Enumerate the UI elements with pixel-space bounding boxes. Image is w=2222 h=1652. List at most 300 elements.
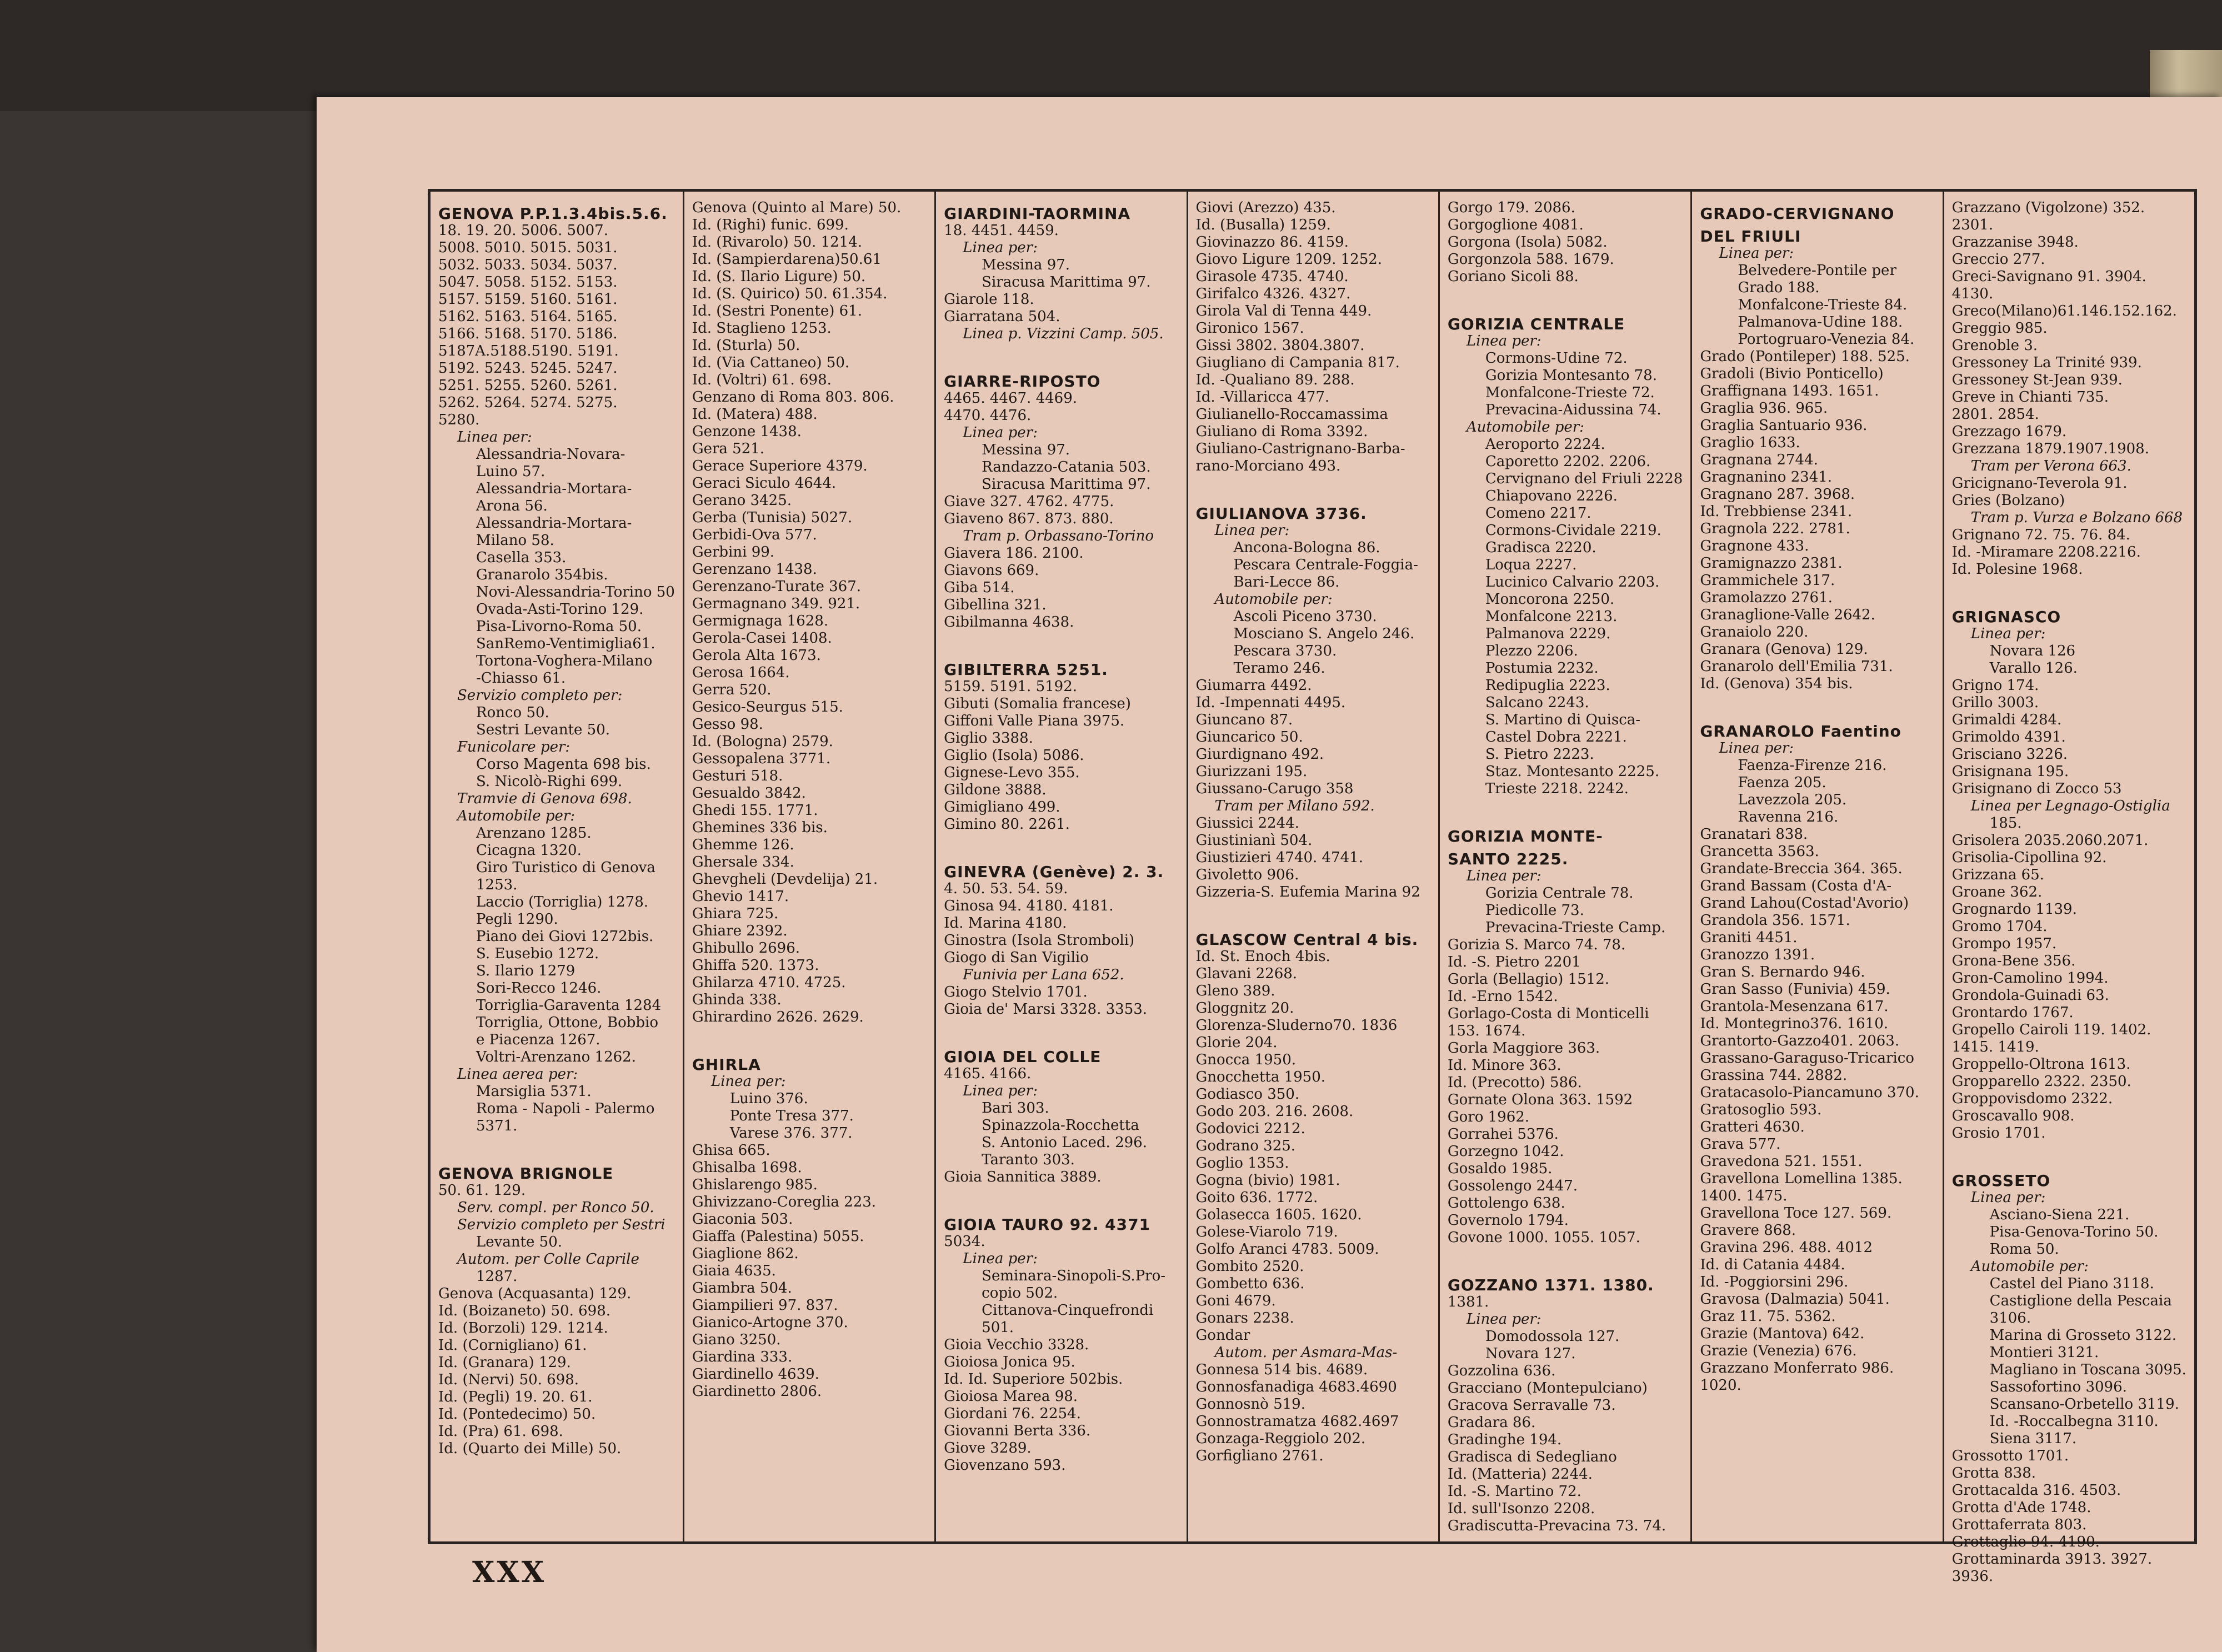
index-entry: Giumarra 4492. [1195,677,1312,694]
index-entry: Id. (Voltri) 61. 698. [692,372,832,388]
index-entry: Gleno 389. [1195,983,1275,999]
station-heading: GIOIA TAURO 92. 4371 [944,1215,1151,1234]
index-entry: Ghilarza 4710. 4725. [692,974,846,991]
index-entry: Gracciano (Montepulciano) [1447,1380,1648,1396]
index-entry: Gogna (bivio) 1981. [1195,1172,1340,1189]
index-entry: Pisa-Livorno-Roma 50. [476,618,642,635]
index-entry: Castel del Piano 3118. [1989,1275,2154,1292]
index-entry: Gonnesa 514 bis. 4689. [1195,1361,1368,1378]
index-entry: Gossolengo 2447. [1447,1178,1578,1194]
index-entry: Alessandria-Novara- [476,446,625,463]
index-entry: Genova (Acquasanta) 129. [438,1285,632,1302]
index-entry: Governolo 1794. [1447,1212,1569,1229]
index-entry: Spinazzola-Rocchetta [982,1117,1139,1134]
index-entry: Glorenza-Sluderno70. 1836 [1195,1017,1398,1034]
index-entry: Id. Montegrino376. 1610. [1700,1015,1889,1032]
index-entry: Grillo 3003. [1951,694,2039,711]
index-entry: Ronco 50. [476,704,549,721]
index-entry: Gratacasolo-Piancamuno 370. [1700,1084,1919,1101]
index-entry: Giaia 4635. [692,1263,776,1279]
index-entry: Linea per: [963,239,1038,256]
index-entry: Grimaldi 4284. [1951,712,2062,728]
index-entry: Giuncarico 50. [1195,729,1303,745]
index-entry: Gonnosfanadiga 4683.4690 [1195,1379,1397,1395]
index-entry: Gragnano 287. 3968. [1700,486,1855,503]
index-entry: Gnocchetta 1950. [1195,1069,1326,1085]
index-entry: S. Antonio Laced. 296. [982,1134,1147,1151]
index-entry: Gibilmanna 4638. [944,614,1074,630]
station-heading: DEL FRIULI [1700,227,1801,246]
index-entry: Geraci Siculo 4644. [692,475,837,492]
index-entry: Grognardo 1139. [1951,901,2077,918]
index-entry: e Piacenza 1267. [476,1032,600,1048]
section-gap [944,1018,1178,1043]
section-gap [1448,286,1683,310]
index-entry: Gildone 3888. [944,782,1047,798]
index-entry: Novara 126 [1989,643,2076,659]
index-entry: 2801. 2854. [1951,406,2039,423]
index-entry: Graz 11. 75. 5362. [1700,1308,1836,1325]
index-entry: Monfalcone-Trieste 84. [1738,297,1908,313]
index-entry: Granatari 838. [1700,826,1808,843]
index-entry: copio 502. [982,1285,1058,1301]
index-entry: 5162. 5163. 5164. 5165. [438,308,618,325]
index-entry: Graffignana 1493. 1651. [1700,383,1879,399]
index-entry: Faenza-Firenze 216. [1738,757,1887,774]
index-entry: Giardinetto 2806. [692,1383,822,1400]
index-entry: Genova (Quinto al Mare) 50. [692,199,902,216]
index-entry: 5157. 5159. 5160. 5161. [438,291,618,308]
index-entry: Giove 3289. [944,1440,1032,1456]
index-entry: Arona 56. [476,498,548,514]
index-entry: Gragnone 433. [1700,538,1809,554]
index-entry: Greci-Savignano 91. 3904. [1951,268,2146,285]
index-entry: Gorla Maggiore 363. [1447,1040,1600,1057]
index-entry: Grammichele 317. [1700,572,1835,589]
index-entry: Torriglia-Garaventa 1284 [476,997,662,1014]
index-entry: 5192. 5243. 5245. 5247. [438,360,618,377]
index-entry: 4130. [1951,286,1994,302]
index-entry: Corso Magenta 698 bis. [476,756,651,773]
index-entry: Mosciano S. Angelo 246. [1233,625,1415,642]
background [0,0,2222,111]
index-entry: Linea per: [1719,245,1794,262]
index-entry: Ghevio 1417. [692,888,789,905]
index-entry: Id. (S. Ilario Ligure) 50. [692,268,866,285]
index-entry: Grottacalda 316. 4503. [1951,1482,2121,1499]
index-entry: Id. (Matera) 488. [692,406,818,423]
index-entry: Govone 1000. 1055. 1057. [1447,1229,1640,1246]
station-heading: GIOIA DEL COLLE [944,1048,1102,1066]
index-entry: Prevacina-Trieste Camp. [1485,919,1666,936]
index-entry: 4. 50. 53. 54. 59. [944,880,1068,897]
index-entry: Gorgona (Isola) 5082. [1447,234,1608,251]
index-entry: Ascoli Piceno 3730. [1233,608,1377,625]
index-entry: Giovenzano 593. [944,1457,1066,1474]
index-entry: Linea per: [963,1250,1038,1267]
index-entry: Castel Dobra 2221. [1485,729,1627,745]
index-entry: Id. (Genova) 354 bis. [1700,675,1853,692]
index-entry: Giussici 2244. [1195,815,1299,832]
index-entry: Gradinghe 194. [1447,1431,1562,1448]
index-entry: 5280. [438,412,480,428]
index-entry: Giustizieri 4740. 4741. [1195,849,1363,866]
index-entry: Roma 50. [1989,1241,2059,1258]
index-entry: Gignese-Levo 355. [944,764,1080,781]
index-entry: Id. di Catania 4484. [1700,1256,1845,1273]
index-entry: Siracusa Marittima 97. [982,274,1151,291]
index-column [936,192,1188,1541]
index-column [684,192,936,1541]
index-entry: 18. 19. 20. 5006. 5007. [438,222,608,239]
index-entry: Graglio 1633. [1700,434,1800,451]
index-entry: Gorgonzola 588. 1679. [1447,251,1614,268]
page-number: XXX [472,1555,547,1589]
index-entry: Giave 327. 4762. 4775. [944,493,1114,510]
index-entry: Funicolare per: [457,739,570,755]
index-entry: Goglio 1353. [1195,1155,1289,1172]
index-entry: Comeno 2217. [1485,505,1592,522]
index-entry: Gorizia Montesanto 78. [1485,367,1657,384]
index-entry: Gerra 520. [692,682,772,698]
index-entry: Linea per: [1466,333,1542,349]
index-entry: Gorfigliano 2761. [1195,1448,1324,1464]
section-gap [1952,578,2186,603]
index-entry: SanRemo-Ventimiglia61. [476,635,655,652]
index-entry: Giogo Stelvio 1701. [944,984,1088,1000]
index-entry: Gravere 868. [1700,1222,1796,1239]
index-entry: Tram per Verona 663. [1970,458,2131,474]
index-entry: Gravellona Lomellina 1385. [1700,1170,1903,1187]
index-entry: Giffoni Valle Piana 3975. [944,713,1125,729]
index-entry: Grantorto-Gazzo401. 2063. [1700,1033,1900,1049]
index-entry: Goro 1962. [1447,1109,1530,1125]
index-entry: Cormons-Udine 72. [1485,350,1628,367]
index-entry: Bari-Lecce 86. [1233,574,1340,590]
index-entry: Grezzana 1879.1907.1908. [1951,440,2149,457]
index-entry: Gravina 296. 488. 4012 [1700,1239,1873,1256]
index-entry: Novi-Alessandria-Torino 50 [476,584,675,600]
index-entry: Tram per Milano 592. [1214,798,1375,814]
index-entry: Gerenzano 1438. [692,561,817,578]
index-entry: Grazie (Mantova) 642. [1700,1325,1865,1342]
index-entry: Ghersale 334. [692,854,794,870]
index-entry: Ghinda 338. [692,992,782,1008]
index-entry: Greccio 277. [1951,251,2045,268]
index-entry: Granozzo 1391. [1700,947,1815,963]
index-entry: Funivia per Lana 652. [963,967,1124,983]
index-entry: Casella 353. [476,549,567,566]
index-entry: Giuliano di Roma 3392. [1195,423,1368,440]
index-entry: Messina 97. [982,257,1070,273]
index-entry: 5034. [944,1233,985,1250]
station-heading: GRANAROLO Faentino [1700,722,1901,740]
index-entry: Piano dei Giovi 1272bis. [476,928,654,945]
index-entry: Grona-Bene 356. [1951,953,2076,969]
index-entry: Ghisa 665. [692,1142,770,1159]
station-heading: GRADO-CERVIGNANO [1700,204,1895,223]
index-entry: Grottaminarda 3913. 3927. [1951,1551,2153,1568]
index-entry: Ghivizzano-Coreglia 223. [692,1194,877,1210]
index-entry: Gizzeria-S. Eufemia Marina 92 [1195,884,1420,900]
index-entry: Portogruaro-Venezia 84. [1738,331,1915,348]
index-entry: Magliano in Toscana 3095. [1989,1361,2186,1378]
index-entry: Giuliano-Castrignano-Barba- [1195,440,1405,457]
index-entry: Palmanova-Udine 188. [1738,314,1903,331]
index-entry: Autom. per Asmara-Mas- [1214,1344,1398,1361]
index-entry: Scansano-Orbetello 3119. [1989,1396,2179,1413]
index-entry: Gottolengo 638. [1447,1195,1565,1212]
index-entry: Ghevgheli (Devdelija) 21. [692,871,878,888]
index-entry: Giovinazzo 86. 4159. [1195,234,1349,251]
index-entry: Ginostra (Isola Stromboli) [944,932,1135,949]
index-entry: Giovo Ligure 1209. 1252. [1195,251,1383,268]
index-entry: Girasole 4735. 4740. [1195,268,1349,285]
station-heading: GINEVRA (Genève) 2. 3. [944,863,1164,881]
index-entry: Ghirardino 2626. 2629. [692,1009,864,1025]
index-entry: Id. (Pra) 61. 698. [438,1423,563,1440]
index-entry: Cicagna 1320. [476,842,582,859]
section-gap [1700,693,1934,717]
index-entry: Linea per: [710,1073,786,1090]
index-entry: Godrano 325. [1195,1138,1296,1154]
index-entry: Trieste 2218. 2242. [1485,780,1629,797]
index-entry: Giarratana 504. [944,308,1060,325]
index-entry: Grado (Pontileper) 188. 525. [1700,348,1910,365]
index-entry: Gibuti (Somalia francese) [944,695,1131,712]
index-entry: Giardinello 4639. [692,1366,819,1383]
index-entry: Linea per: [1466,1311,1542,1328]
section-gap [944,833,1178,858]
index-entry: Giulianello-Roccamassima [1195,406,1388,423]
index-entry: Gerano 3425. [692,492,792,509]
index-entry: Id. (Quarto dei Mille) 50. [438,1440,622,1457]
index-entry: Gressoney St-Jean 939. [1951,372,2123,388]
section-gap [1952,1142,2186,1167]
index-entry: Giglio 3388. [944,730,1033,747]
index-entry: Id. (Bologna) 2579. [692,733,833,750]
index-entry: 185. [1989,815,2022,832]
index-entry: S. Ilario 1279 [476,963,575,979]
index-entry: Voltri-Arenzano 1262. [476,1049,636,1065]
index-entry: Id. (Sampierdarena)50.61 [692,251,882,268]
index-entry: Gron-Camolino 1994. [1951,970,2109,987]
index-entry: Postumia 2232. [1485,660,1599,677]
index-entry: -Chiasso 61. [476,670,566,687]
index-entry: Novara 127. [1485,1345,1576,1362]
index-entry: Giuncano 87. [1195,712,1293,728]
index-entry: Giaveno 867. 873. 880. [944,510,1114,527]
index-entry: Gradisca di Sedegliano [1447,1449,1617,1465]
index-entry: Id. (Granara) 129. [438,1354,571,1371]
index-entry: Id. (Nervi) 50. 698. [438,1371,579,1388]
index-entry: Montieri 3121. [1989,1344,2099,1361]
index-column [431,192,684,1541]
index-entry: 1381. [1447,1294,1489,1310]
index-entry: Grandate-Breccia 364. 365. [1700,860,1903,877]
index-entry: Graglia 936. 965. [1700,400,1828,417]
index-entry: Ghibullo 2696. [692,940,800,957]
index-entry: Gries (Bolzano) [1951,492,2065,509]
index-entry: Monfalcone-Trieste 72. [1485,384,1655,401]
index-entry: 1020. [1700,1377,1741,1394]
index-entry: Girifalco 4326. 4327. [1195,286,1351,302]
index-entry: Cittanova-Cinquefrondi [982,1302,1154,1319]
index-entry: Linea per: [1970,625,2046,642]
index-entry: Giordani 76. 2254. [944,1405,1081,1422]
index-entry: Giavera 186. 2100. [944,545,1084,562]
index-entry: Seminara-Sinopoli-S.Pro- [982,1268,1166,1284]
index-entry: Goni 4679. [1195,1293,1276,1309]
index-entry: Gerace Superiore 4379. [692,458,868,474]
index-entry: Autom. per Colle Caprile [457,1251,639,1268]
index-entry: Gera 521. [692,440,765,457]
index-entry: Gradiscutta-Prevacina 73. 74. [1447,1518,1666,1534]
index-entry: Id. (Cornigliano) 61. [438,1337,587,1354]
station-heading: GIARDINI-TAORMINA [944,204,1131,223]
index-entry: Granarolo dell'Emilia 731. [1700,658,1893,675]
index-entry: Gloggnitz 20. [1195,1000,1294,1017]
index-entry: Goriano Sicoli 88. [1447,268,1579,285]
index-entry: Granaglione-Valle 2642. [1700,607,1875,623]
station-heading: GIARRE-RIPOSTO [944,372,1101,391]
section-gap [1196,901,1430,925]
index-entry: Tram p. Orbassano-Torino [963,528,1154,544]
index-entry: Giardina 333. [692,1349,793,1365]
index-entry: Gesturi 518. [692,768,783,784]
index-entry: Grazzanise 3948. [1951,234,2079,251]
index-entry: 1415. 1419. [1951,1039,2039,1055]
index-entry: Gorrahei 5376. [1447,1126,1559,1143]
index-entry: Id. -Miramare 2208.2216. [1951,544,2141,560]
index-entry: 5047. 5058. 5152. 5153. [438,274,618,291]
index-entry: Gonnosnò 519. [1195,1396,1305,1413]
index-entry: Linea per: [1466,868,1542,884]
index-entry: Gerosa 1664. [692,664,790,681]
index-entry: Palmanova 2229. [1485,625,1611,642]
index-entry: Id. -Erno 1542. [1447,988,1558,1005]
index-entry: Id. (Borzoli) 129. 1214. [438,1320,608,1336]
index-entry: Germignaga 1628. [692,613,829,629]
index-entry: Grignano 72. 75. 76. 84. [1951,527,2130,543]
index-entry: Gradisca 2220. [1485,539,1597,556]
index-column [1692,192,1944,1541]
book-page [317,97,2222,1652]
index-entry: Givoletto 906. [1195,867,1299,883]
index-entry: 50. 61. 129. [438,1182,526,1199]
index-entry: Prevacina-Aidussina 74. [1485,402,1662,418]
index-entry: Gironico 1567. [1195,320,1304,337]
index-column [1188,192,1440,1541]
index-entry: 18. 4451. 4459. [944,222,1059,239]
index-entry: Id. -Roccalbegna 3110. [1989,1413,2159,1430]
index-entry: Grazzano (Vigolzone) 352. [1951,199,2145,216]
index-entry: Grassano-Garaguso-Tricarico [1700,1050,1914,1067]
index-entry: Automobile per: [1214,591,1333,608]
index-entry: Linea per: [1970,1189,2046,1206]
index-entry: Randazzo-Catania 503. [982,459,1151,475]
index-entry: Ghisalba 1698. [692,1159,802,1176]
index-entry: Gromo 1704. [1951,918,2048,935]
index-entry: Id. (S. Quirico) 50. 61.354. [692,286,888,302]
index-entry: Genzone 1438. [692,423,802,440]
index-entry: Grosio 1701. [1951,1125,2046,1142]
index-entry: Linea aerea per: [457,1066,578,1083]
index-entry: S. Martino di Quisca- [1485,712,1641,728]
index-entry: Id. (Righi) funic. 699. [692,217,849,233]
index-entry: Giro Turistico di Genova [476,859,655,876]
index-entry: Gratosoglio 593. [1700,1102,1822,1118]
index-entry: Giovanni Berta 336. [944,1423,1091,1439]
index-entry: Levante 50. [476,1234,563,1250]
index-entry: Gramignazzo 2381. [1700,555,1843,572]
index-entry: 1253. [476,877,518,893]
index-entry: Genzano di Roma 803. 806. [692,389,894,406]
index-entry: Giussano-Carugo 358 [1195,780,1354,797]
index-entry: Gioiosa Marea 98. [944,1388,1078,1405]
index-entry: Id. St. Enoch 4bis. [1195,948,1330,965]
index-entry: Piedicolle 73. [1485,902,1584,919]
index-entry: Ponte Tresa 377. [729,1108,854,1124]
index-entry: Gropparello 2322. 2350. [1951,1073,2131,1090]
index-entry: Grazzano Monferrato 986. [1700,1360,1894,1376]
index-entry: 5262. 5264. 5274. 5275. [438,394,618,411]
index-entry: Gosaldo 1985. [1447,1160,1553,1177]
index-entry: Gorla (Bellagio) 1512. [1447,971,1610,988]
index-entry: Arenzano 1285. [476,825,592,842]
index-entry: Gerola Alta 1673. [692,647,821,664]
index-entry: 5251. 5255. 5260. 5261. [438,377,618,394]
station-heading: GRIGNASCO [1951,608,2061,626]
index-entry: 153. 1674. [1447,1023,1526,1039]
index-entry: Automobile per: [457,808,575,824]
index-entry: Golese-Viarolo 719. [1195,1224,1338,1240]
index-entry: Gorizia S. Marco 74. 78. [1447,937,1626,953]
index-entry: S. Nicolò-Righi 699. [476,773,623,790]
index-entry: Id. Trebbiense 2341. [1700,503,1853,520]
index-entry: Linea p. Vizzini Camp. 505. [963,326,1164,342]
index-entry: Giambra 504. [692,1280,792,1296]
index-entry: Ancona-Bologna 86. [1233,539,1380,556]
index-entry: Serv. compl. per Ronco 50. [457,1199,654,1216]
index-entry: Id. -Poggiorsini 296. [1700,1274,1849,1290]
index-entry: Godiasco 350. [1195,1086,1300,1103]
index-entry: 5371. [476,1118,518,1134]
index-entry: rano-Morciano 493. [1195,458,1341,474]
section-gap [692,1026,927,1050]
index-entry: Ghislarengo 985. [692,1177,818,1193]
index-entry: Gonars 2238. [1195,1310,1294,1326]
index-entry: Caporetto 2202. 2206. [1485,453,1651,470]
index-entry: Id. (Sestri Ponente) 61. [692,303,862,319]
index-entry: Glavani 2268. [1195,965,1298,982]
index-entry: Granaiolo 220. [1700,624,1809,640]
index-entry: Greggio 985. [1951,320,2048,337]
index-entry: Grottaglie 94. 4190. [1951,1534,2100,1550]
index-entry: Siena 3117. [1989,1430,2077,1447]
index-entry: Linea per Legnago-Ostiglia [1970,798,2170,814]
index-entry: Gragnola 222. 2781. [1700,520,1850,537]
index-entry: Cervignano del Friuli 2228 [1485,470,1683,487]
index-entry: Redipuglia 2223. [1485,677,1610,694]
index-entry: Plezzo 2206. [1485,643,1578,659]
index-entry: Marina di Grosseto 3122. [1989,1327,2176,1344]
index-entry: Grado 188. [1738,279,1820,296]
index-entry: Roma - Napoli - Palermo [476,1100,655,1117]
index-entry: Automobile per: [1970,1258,2089,1275]
index-entry: Domodossola 127. [1485,1328,1620,1345]
index-entry: Gioia Sannitica 3889. [944,1169,1102,1185]
